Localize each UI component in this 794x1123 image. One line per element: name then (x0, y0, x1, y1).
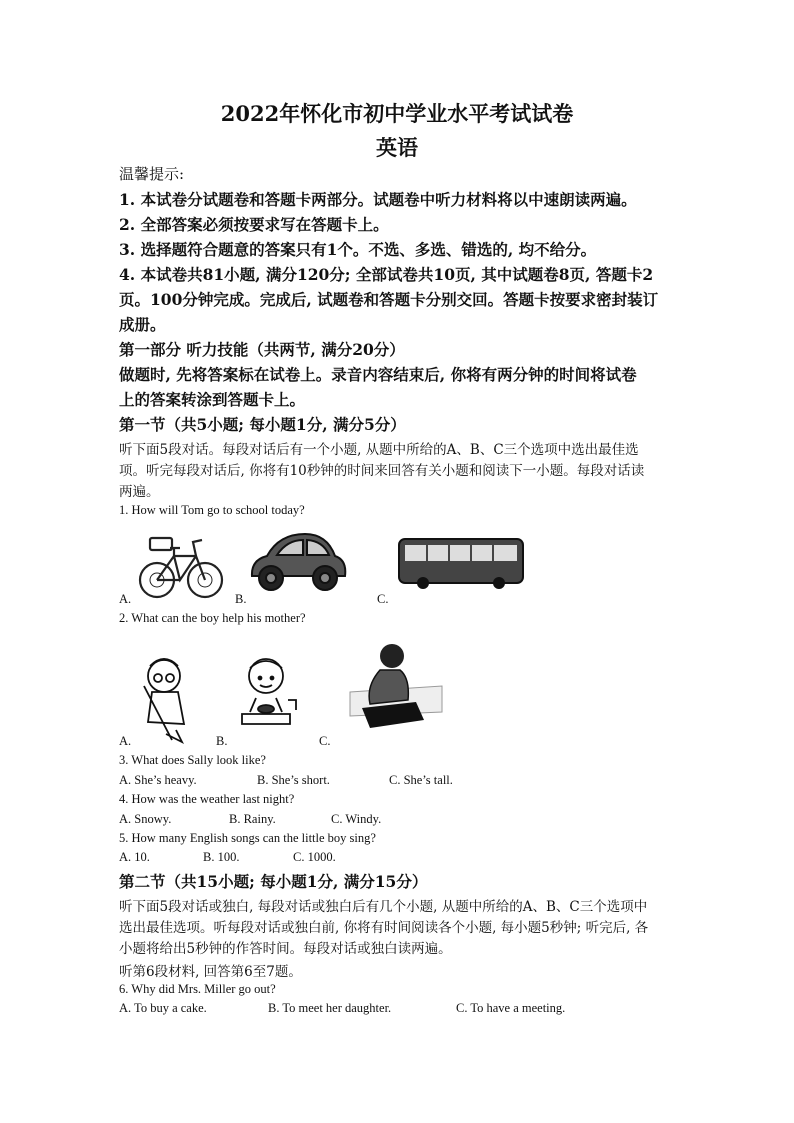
option-a: A. 10. (119, 850, 150, 864)
section1-instruction: 听下面5段对话。每段对话后有一个小题, 从题中所给的A、B、C三个选项中选出最佳选 (119, 442, 639, 458)
question-stem: 2. What can the boy help his mother? (119, 611, 306, 625)
notice-line: 页。100分钟完成。完成后, 试题卷和答题卡分别交回。答题卡按要求密封装订 (119, 290, 659, 309)
option-a: A. (119, 592, 132, 606)
option-c: C. 1000. (293, 850, 336, 864)
section1-instruction: 两遍。 (119, 484, 160, 500)
option-b: B. Rainy. (229, 812, 276, 826)
boy-washing-picture (238, 654, 302, 732)
option-a: A. To buy a cake. (119, 1001, 207, 1015)
option-c: C. (377, 592, 389, 606)
notice-line: 3. 选择题符合题意的答案只有1个。不选、多选、错选的, 均不给分。 (119, 240, 597, 259)
bus-picture (397, 537, 525, 589)
section2-instruction: 听下面5段对话或独白, 每段对话或独白后有几个小题, 从题中所给的A、B、C三个选项中 (119, 899, 648, 915)
part1-instruction: 上的答案转涂到答题卡上。 (119, 390, 306, 409)
section1-instruction: 项。听完每段对话后, 你将有10秒钟的时间来回答有关小题和阅读下一小题。每段对话读 (119, 463, 645, 479)
question-stem: 6. Why did Mrs. Miller go out? (119, 982, 276, 996)
notice-line: 2. 全部答案必须按要求写在答题卡上。 (119, 215, 389, 234)
option-c: C. She’s tall. (389, 773, 453, 787)
bicycle-picture (138, 530, 224, 602)
section1-heading: 第一节（共5小题; 每小题1分, 满分5分） (119, 415, 406, 434)
option-b: B. (216, 734, 228, 748)
section2-instruction: 选出最佳选项。听每段对话或独白前, 你将有时间阅读各个小题, 每小题5秒钟; 听完后, 各 (119, 920, 649, 936)
notice-line: 4. 本试卷共81小题, 满分120分; 全部试卷共10页, 其中试题卷8页, 答题卡2 (119, 265, 654, 284)
exam-subject: 英语 (376, 135, 418, 160)
option-a: A. She’s heavy. (119, 773, 197, 787)
part1-heading: 第一部分 听力技能（共两节, 满分20分） (119, 340, 405, 359)
option-b: B. She’s short. (257, 773, 330, 787)
part1-instruction: 做题时, 先将答案标在试卷上。录音内容结束后, 你将有两分钟的时间将试卷 (119, 365, 637, 384)
section2-instruction: 小题将给出5秒钟的作答时间。每段对话或独白读两遍。 (119, 941, 452, 957)
option-b: B. (235, 592, 247, 606)
option-a: A. (119, 734, 132, 748)
option-b: B. To meet her daughter. (268, 1001, 392, 1015)
section2-material: 听第6段材料, 回答第6至7题。 (119, 964, 302, 980)
car-picture (247, 528, 349, 596)
question-stem: 3. What does Sally look like? (119, 753, 266, 767)
option-a: A. Snowy. (119, 812, 172, 826)
notice-line: 成册。 (119, 315, 166, 334)
notice-heading: 温馨提示: (119, 165, 185, 183)
boy-ironing-picture (346, 642, 446, 734)
exam-title: 2022年怀化市初中学业水平考试试卷 (220, 101, 574, 126)
option-b: B. 100. (203, 850, 240, 864)
question-stem: 1. How will Tom go to school today? (119, 503, 305, 517)
option-c: C. To have a meeting. (456, 1001, 566, 1015)
option-c: C. Windy. (331, 812, 382, 826)
boy-sweeping-picture (136, 652, 202, 744)
question-stem: 5. How many English songs can the little boy sing? (119, 831, 376, 845)
option-c: C. (319, 734, 331, 748)
notice-line: 1. 本试卷分试题卷和答题卡两部分。试题卷中听力材料将以中速朗读两遍。 (119, 190, 637, 209)
section2-heading: 第二节（共15小题; 每小题1分, 满分15分） (119, 872, 428, 891)
question-stem: 4. How was the weather last night? (119, 792, 295, 806)
